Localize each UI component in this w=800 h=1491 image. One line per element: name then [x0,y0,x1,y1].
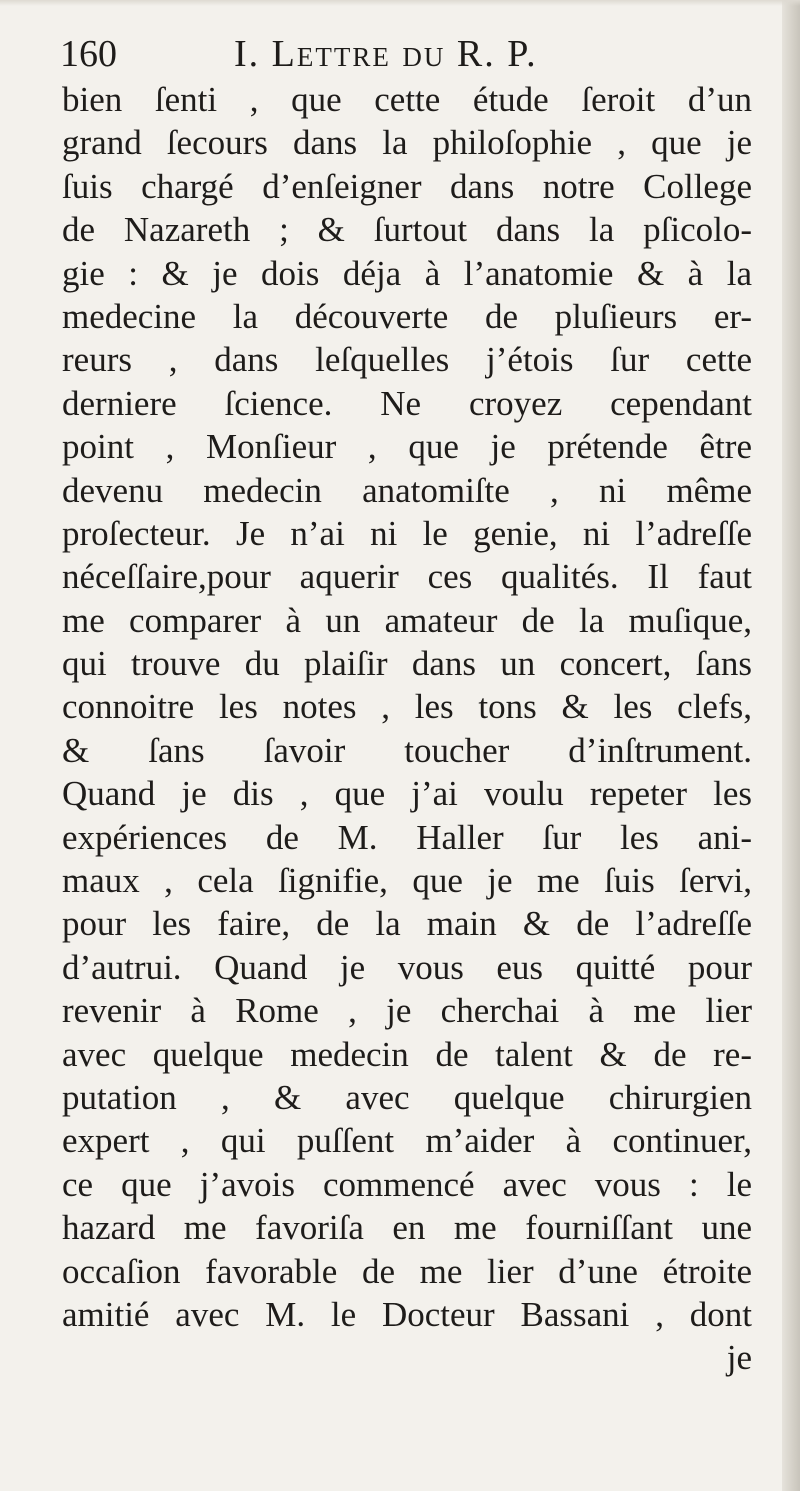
text-line: maux , cela ſignifie, que je me ſuis ſervi, [62,861,752,901]
catchword: je [726,1338,752,1378]
text-line: grand ſecours dans la philoſophie , que je [62,123,752,163]
text-line: expériences de M. Haller ſur les ani- [62,817,752,857]
text-line: reurs , dans leſquelles j’étois ſur cette [62,340,752,380]
body-text [62,78,752,1380]
text-line: ce que j’avois commencé avec vous : le [62,1164,752,1204]
text-line: derniere ſcience. Ne croyez cependant [62,383,752,423]
text-line: me comparer à un amateur de la muſique, [62,600,752,640]
text-line: medecine la découverte de pluſieurs er- [62,296,752,336]
text-line: devenu medecin anatomiſte , ni même [62,470,752,510]
text-line: pour les faire, de la main & de l’adreſſe [62,904,752,944]
text-line: d’autrui. Quand je vous eus quitté pour [62,947,752,987]
page-shadow [0,0,800,6]
text-line: amitié avec M. le Docteur Bassani , dont [62,1294,752,1334]
text-line: revenir à Rome , je cherchai à me lier [62,991,752,1031]
text-line: avec quelque medecin de talent & de re- [62,1034,752,1074]
text-line: connoitre les notes , les tons & les clefs, [62,687,752,727]
text-line: point , Monſieur , que je prétende être [62,427,752,467]
text-line: néceſſaire,pour aquerir ces qualités. Il faut [62,557,752,597]
text-line: ſuis chargé d’enſeigner dans notre College [62,166,752,206]
text-line: hazard me favoriſa en me fourniſſant une [62,1208,752,1248]
text-line: occaſion favorable de me lier d’une étroite [62,1251,752,1291]
text-line: expert , qui puſſent m’aider à continuer, [62,1121,752,1161]
running-head: I. Lettre du R. P. [234,33,538,75]
text-line: & ſans ſavoir toucher d’inſtrument. [62,730,752,770]
text-line: de Nazareth ; & ſurtout dans la pſicolo- [62,210,752,250]
text-line: Quand je dis , que j’ai voulu repeter les [62,774,752,814]
text-line: bien ſenti , que cette étude ſeroit d’un [62,80,752,119]
text-line: proſecteur. Je n’ai ni le genie, ni l’adreſſe [62,513,752,553]
page-edge [782,0,800,1491]
text-line: qui trouve du plaiſir dans un concert, ſans [62,644,752,684]
page-number: 160 [60,33,117,75]
text-line: gie : & je dois déja à l’anatomie & à la [62,253,752,293]
text-line: putation , & avec quelque chirurgien [62,1077,752,1117]
page-header [60,24,750,84]
